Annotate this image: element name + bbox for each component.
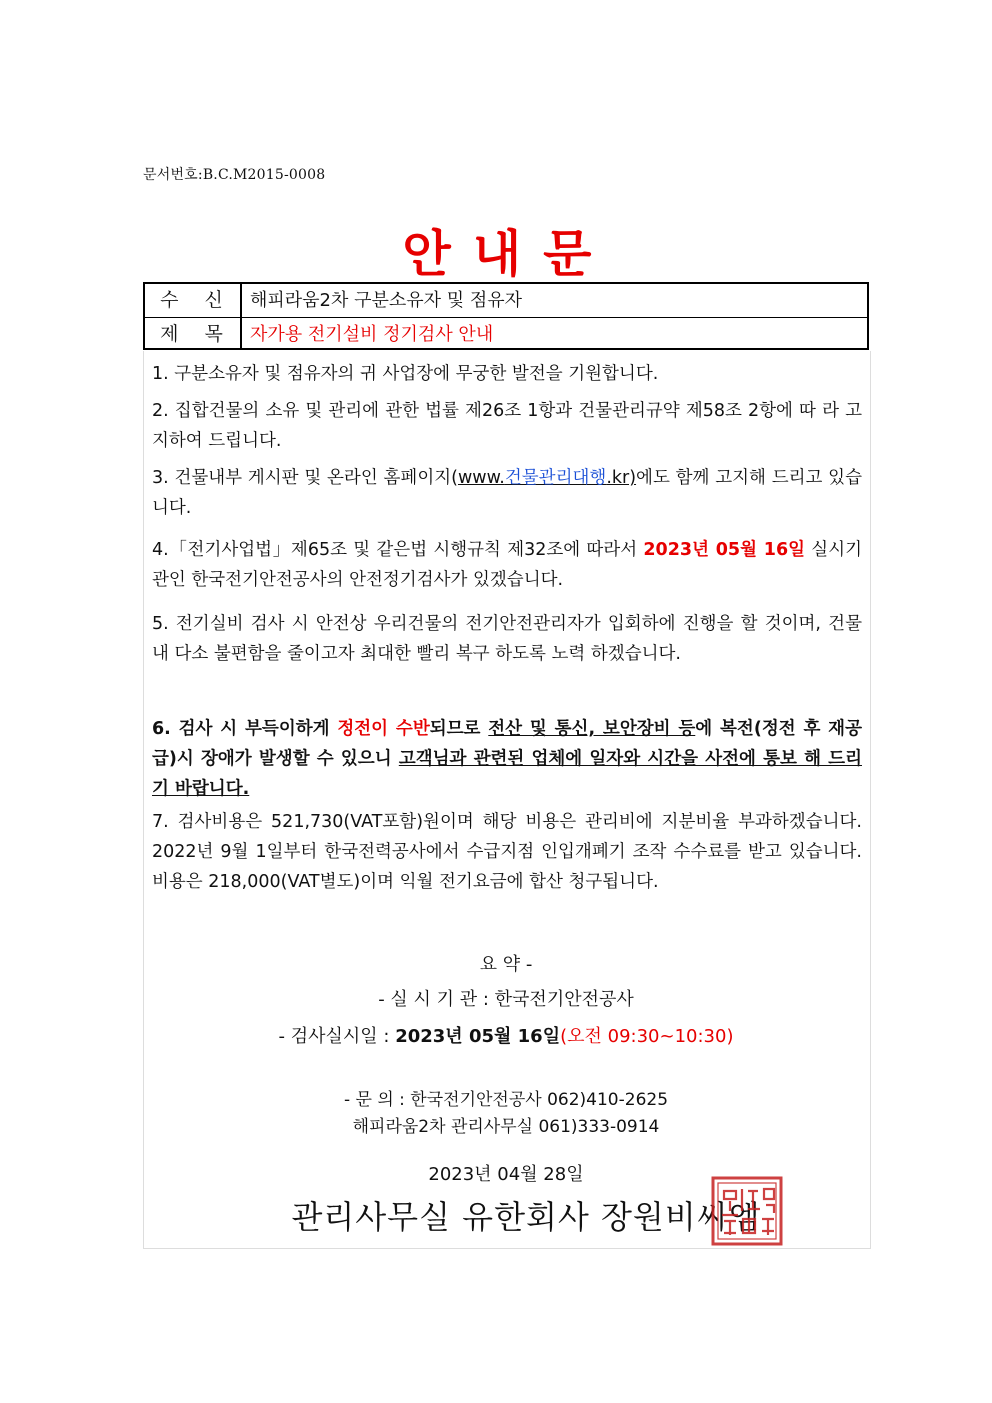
homepage-link-domain: 건물관리대행 <box>504 468 607 488</box>
company-seal-icon <box>710 1175 784 1247</box>
item-6 <box>152 714 862 804</box>
item-6-text-b: 되므로 <box>429 719 489 739</box>
summary-contact-1: - 문 의 : 한국전기안전공사 062)410-2625 <box>343 1090 669 1110</box>
item-6-text-a: 6. 검사 시 부득이하게 <box>152 719 338 739</box>
recipient-value: 해피라움2차 구분소유자 및 점유자 <box>250 290 523 311</box>
item-7: 7. 검사비용은 521,730(VAT포함)원이며 해당 비용은 관리비에 지분비율 부과하겠습니다. 2022년 9월 1일부터 한국전력공사에서 수급지점 인입개폐기 조작 수수료를 받고 있습니다. 비용은 218,000(VAT별도)이며 익월 전기요금에 합산 청구됩니다. <box>152 812 862 892</box>
item-3 <box>152 463 862 523</box>
summary-organization: - 실 시 기 관 : 한국전기안전공사 <box>378 989 634 1010</box>
homepage-link[interactable] <box>458 468 636 488</box>
recipient-label: 수 신 <box>145 284 242 317</box>
item-1: 1. 구분소유자 및 점유자의 귀 사업장에 무궁한 발전을 기원합니다. <box>152 364 659 384</box>
item-4-text-b: 실시기관인 한국전기안전공사의 안전정기검사가 있겠습니다. <box>152 540 862 590</box>
item-4-date: 2023년 05월 16일 <box>643 540 806 560</box>
item-6-outage: 정전이 수반 <box>337 719 430 739</box>
recipient-row <box>145 284 867 318</box>
page-title: 안내문 <box>402 225 614 283</box>
item-3-text-b: 에도 함께 고지해 드리고 있습니다. <box>152 468 862 518</box>
homepage-link-pre: www. <box>457 468 505 488</box>
item-3-text-a: 3. 건물내부 게시판 및 온라인 홈페이지( <box>152 468 458 488</box>
summary-time-value: (오전 09:30~10:30) <box>560 1026 734 1047</box>
item-4 <box>152 535 862 595</box>
subject-label: 제 목 <box>145 318 242 350</box>
item-5: 5. 전기실비 검사 시 안전상 우리건물의 전기안전관리자가 입회하에 진행을 할 것이며, 건물 내 다소 불편함을 줄이고자 최대한 빨리 복구 하도록 노력 하겠습니다. <box>152 614 862 664</box>
signer-name: 관리사무실 유한회사 장원비씨엠 <box>291 1198 761 1236</box>
subject-row <box>145 318 867 350</box>
summary-contact-2: 해피라움2차 관리사무실 061)333-0914 <box>352 1117 660 1137</box>
item-4-text-a: 4.「전기사업법」제65조 및 같은법 시행규칙 제32조에 따라서 <box>152 540 644 560</box>
item-6-text-c: 에 복전(정전 후 재공급)시 장애가 발생할 수 있으니 <box>152 719 862 769</box>
homepage-link-post: .kr) <box>606 468 637 488</box>
item-2: 2. 집합건물의 소유 및 관리에 관한 법률 제26조 1항과 건물관리규약 제58조 2항에 따 라 고지하여 드립니다. <box>152 401 862 451</box>
subject-value: 자가용 전기설비 정기검사 안내 <box>250 324 494 345</box>
header-table <box>143 282 869 350</box>
document-number: 문서번호:B.C.M2015-0008 <box>143 167 326 183</box>
summary-date-label: - 검사실시일 : <box>278 1026 396 1047</box>
summary-heading: 요 약 - <box>479 954 533 975</box>
summary-date-line <box>143 1022 869 1048</box>
issue-date: 2023년 04월 28일 <box>428 1164 584 1185</box>
summary-date-value: 2023년 05월 16일 <box>395 1026 561 1047</box>
item-6-equipment: 전산 및 통신, 보안장비 등 <box>488 719 696 739</box>
item-6-notice: 고객님과 관련된 업체에 일자와 시간을 사전에 통보 해 드리기 바랍니다. <box>152 749 862 799</box>
